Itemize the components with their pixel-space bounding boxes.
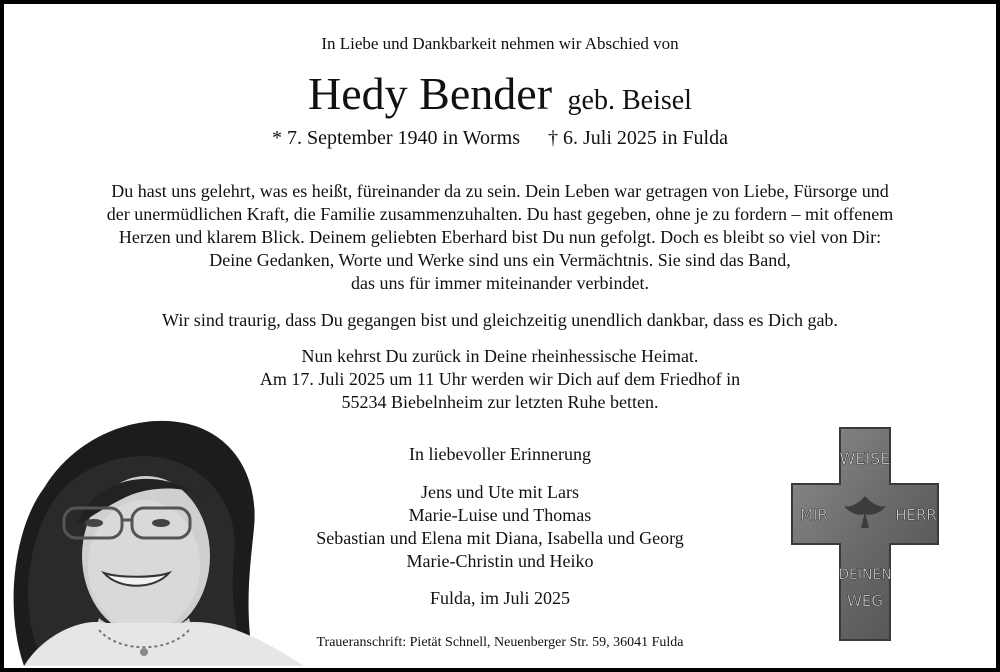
text-line: das uns für immer miteinander verbindet. <box>351 273 649 293</box>
text-line: Du hast uns gelehrt, was es heißt, füreinander da zu sein. Dein Leben war getragen von Liebe, Fürsorge und <box>111 181 889 201</box>
life-dates <box>0 127 1000 150</box>
cross-emblem <box>790 424 940 644</box>
mourner-line: Jens und Ute mit Lars <box>421 482 579 502</box>
signature-heading: In liebevoller Erinnerung <box>409 444 591 464</box>
text-line: 55234 Biebelnheim zur letzten Ruhe betten. <box>341 392 659 412</box>
paragraph-gratitude: Wir sind traurig, dass Du gegangen bist und gleichzeitig unendlich dankbar, dass es Dich gab. <box>162 310 838 330</box>
deceased-name: Hedy Bender <box>308 68 553 119</box>
deceased-name-line <box>0 66 1000 129</box>
text-line: Deine Gedanken, Worte und Werke sind uns ein Vermächtnis. Sie sind das Band, <box>209 250 791 270</box>
cross-word-bottom-1: DEINEN <box>838 567 892 583</box>
text-line: der unermüdlichen Kraft, die Familie zusammenzuhalten. Du hast gegeben, ohne je zu fordern – mit offenem <box>106 204 894 224</box>
text-line: Am 17. Juli 2025 um 11 Uhr werden wir Dich auf dem Friedhof in <box>259 369 741 389</box>
paragraph-funeral <box>0 345 1000 414</box>
mourning-address: Traueranschrift: Pietät Schnell, Neuenberger Str. 59, 36041 Fulda <box>316 635 684 650</box>
text-line: Herzen und klarem Blick. Deinem geliebten Eberhard bist Du nun gefolgt. Doch es bleibt so viel von Dir: <box>118 227 882 247</box>
cross-word-right: HERR <box>895 506 937 524</box>
mourner-line: Sebastian und Elena mit Diana, Isabella und Georg <box>316 528 684 548</box>
cross-word-top: WEISE <box>839 449 891 468</box>
cross-word-left: MIR <box>800 506 828 524</box>
text-line: Nun kehrst Du zurück in Deine rheinhessische Heimat. <box>301 346 699 366</box>
death-date: † 6. Juli 2025 in Fulda <box>547 127 728 149</box>
portrait-photo <box>4 408 314 666</box>
intro-line: In Liebe und Dankbarkeit nehmen wir Abschied von <box>321 34 679 53</box>
mourner-line: Marie-Luise und Thomas <box>408 505 592 525</box>
cross-word-bottom-2: WEG <box>847 592 883 610</box>
maiden-name: geb. Beisel <box>567 85 692 116</box>
mourner-line: Marie-Christin und Heiko <box>406 551 594 571</box>
place-date: Fulda, im Juli 2025 <box>429 588 570 608</box>
birth-date: * 7. September 1940 in Worms <box>271 127 520 149</box>
paragraph-tribute <box>0 180 1000 295</box>
